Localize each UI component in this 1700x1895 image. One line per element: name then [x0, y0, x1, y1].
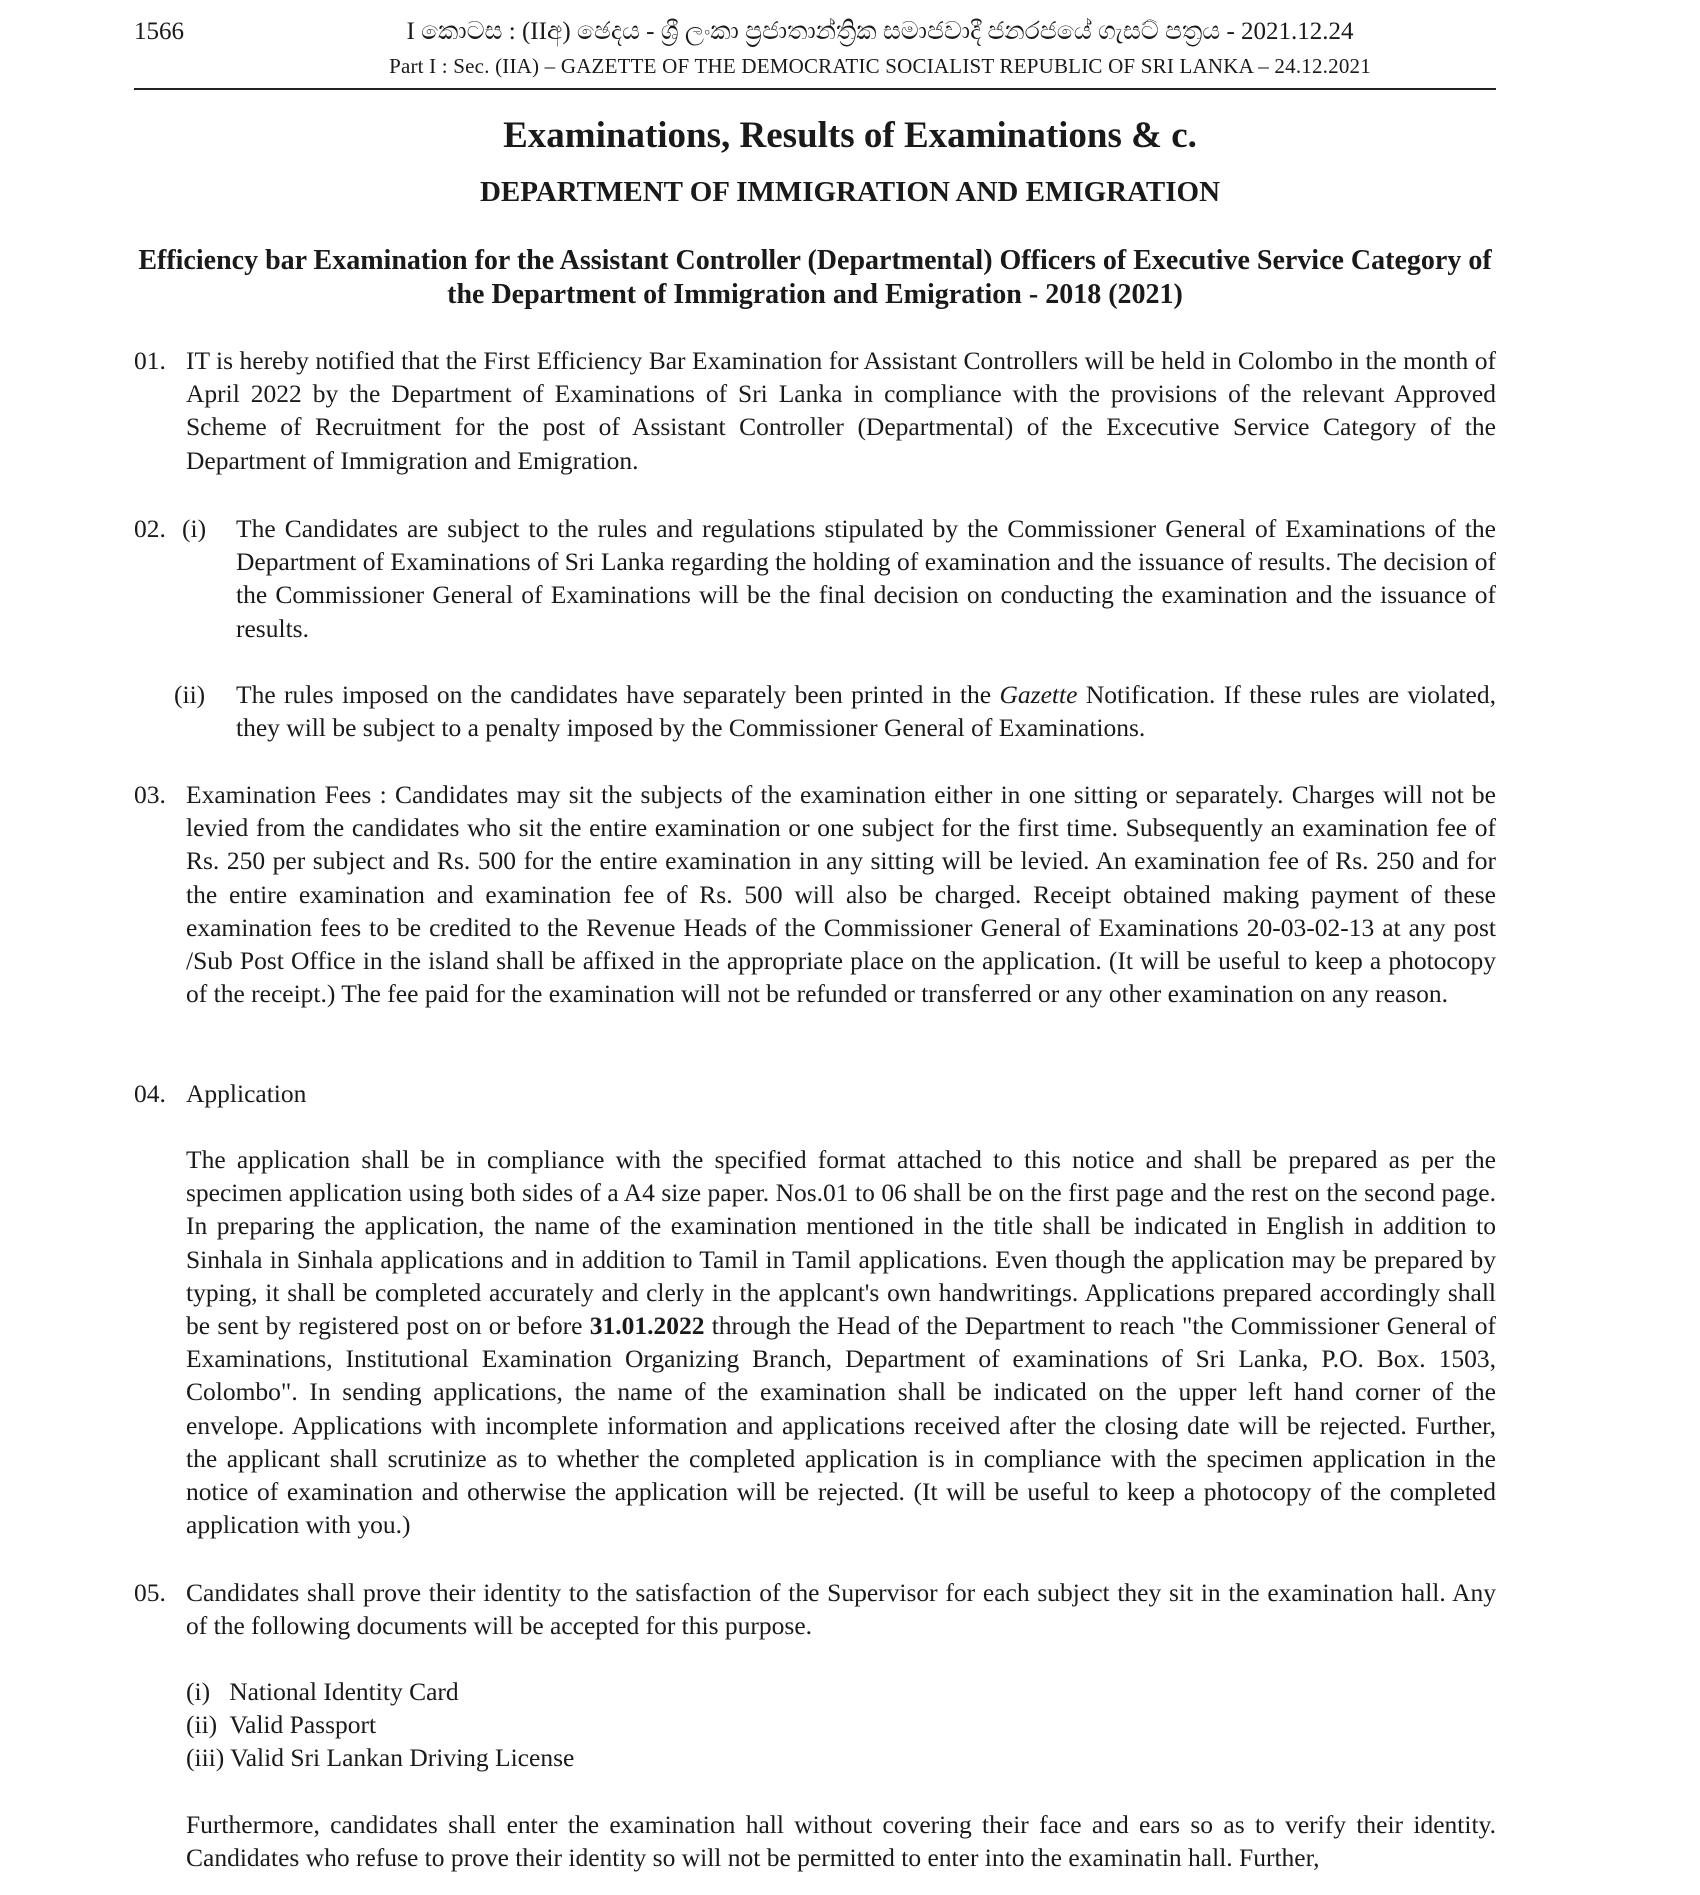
clause-02-ii-text: The rules imposed on the candidates have separately been printed in the Gazette Notification. If these rules are violated, they will be subject to a penalty imposed by the Commissioner General of Examinations.	[236, 680, 1496, 743]
section-heading: Examinations, Results of Examinations & c.	[503, 115, 1197, 156]
clause-04-heading: Application	[186, 1079, 307, 1108]
document-list-item: (i) National Identity Card	[186, 1677, 459, 1706]
header-sinhala: I කොටස : (IIඅ) ඡෙදය - ශ්‍රී ලංකා ප්‍රජාතාන්ත්‍රික සමාජවාදී ජනරජයේ ගැසට් පත්‍රය - 2021.12.24	[406, 18, 1354, 45]
exam-title: Efficiency bar Examination for the Assistant Controller (Departmental) Officers of Executive Service Category of the Department of Immigration and Emigration - 2018 (2021)	[138, 245, 1492, 310]
clause-number: 04.	[134, 1079, 166, 1108]
page-number: 1566	[134, 18, 184, 45]
header-english: Part I : Sec. (IIA) – GAZETTE OF THE DEMOCRATIC SOCIALIST REPUBLIC OF SRI LANKA – 24.12.2021	[389, 54, 1371, 78]
sub-clause-label: (ii)	[174, 680, 206, 709]
clause-03-text: Examination Fees : Candidates may sit the subjects of the examination either in one sitting or separately. Charges will not be levied from the candidates who sit the entire examination or one subject for the first time. Subsequently an examination fee of Rs. 250 per subject and Rs. 500 for the entire examination in any sitting will be levied. An examination fee of Rs. 250 and for the entire examination and examination fee of Rs. 500 will also be charged. Receipt obtained making payment of these examination fees to be credited to the Revenue Heads of the Commissioner General of Examinations 20-03-02-13 at any post /Sub Post Office in the island shall be affixed in the appropriate place on the application. (It will be useful to keep a photocopy of the receipt.) The fee paid for the examination will not be refunded or transferred or any other examination on any reason.	[186, 780, 1496, 1009]
sub-clause-label: (i)	[182, 514, 207, 543]
document-list-item: (ii) Valid Passport	[186, 1710, 377, 1739]
clause-05-followup: Furthermore, candidates shall enter the examination hall without covering their face and ears so as to verify their identity. Candidates who refuse to prove their identity so will not be permitted to enter into the examinatin hall. Further,	[186, 1810, 1496, 1873]
clause-number: 02.	[134, 514, 166, 543]
clause-05-text: Candidates shall prove their identity to the satisfaction of the Supervisor for each subject they sit in the examination hall. Any of the following documents will be accepted for this purpose.	[186, 1578, 1496, 1641]
gazette-italic: Gazette	[999, 680, 1078, 709]
clause-02-i-text: The Candidates are subject to the rules and regulations stipulated by the Commissioner General of Examinations of the Department of Examinations of Sri Lanka regarding the holding of examination and the issuance of results. The decision of the Commissioner General of Examinations will be the final decision on conducting the examination and the issuance of results.	[236, 514, 1496, 643]
closing-date: 31.01.2022	[589, 1311, 705, 1341]
clause-number: 03.	[134, 780, 166, 809]
clause-04-text: The application shall be in compliance with the specified format attached to this notice and shall be prepared as per the specimen application using both sides of a A4 size paper. Nos.01 to 06 shall be on the first page and the rest on the second page. In preparing the application, the name of the examination mentioned in the title shall be indicated in English in addition to Sinhala in Sinhala applications and in addition to Tamil in Tamil applications. Even though the application may be prepared by typing, it shall be completed accurately and clerly in the applcant's own handwritings. Applications prepared accordingly shall be sent by registered post on or before 31.01.2022 through the Head of the Department to reach "the Commissioner General of Examinations, Institutional Examination Organizing Branch, Department of examinations of Sri Lanka, P.O. Box. 1503, Colombo". In sending applications, the name of the examination shall be indicated on the upper left hand corner of the envelope. Applications with incomplete information and applications received after the closing date will be rejected. Further, the applicant shall scrutinize as to whether the completed application is in compliance with the specimen application in the notice of examination and otherwise the application will be rejected. (It will be useful to keep a photocopy of the completed application with you.)	[186, 1145, 1497, 1540]
clause-01-text: IT is hereby notified that the First Efficiency Bar Examination for Assistant Controllers will be held in Colombo in the month of April 2022 by the Department of Examinations of Sri Lanka in compliance with the provisions of the relevant Approved Scheme of Recruitment for the post of Assistant Controller (Departmental) of the Excecutive Service Category of the Department of Immigration and Emigration.	[186, 346, 1496, 475]
clause-number: 05.	[134, 1578, 166, 1607]
clause-number: 01.	[134, 346, 166, 375]
header-divider	[134, 88, 1496, 90]
department-heading: DEPARTMENT OF IMMIGRATION AND EMIGRATION	[479, 176, 1221, 208]
document-list-item: (iii) Valid Sri Lankan Driving License	[186, 1743, 575, 1772]
